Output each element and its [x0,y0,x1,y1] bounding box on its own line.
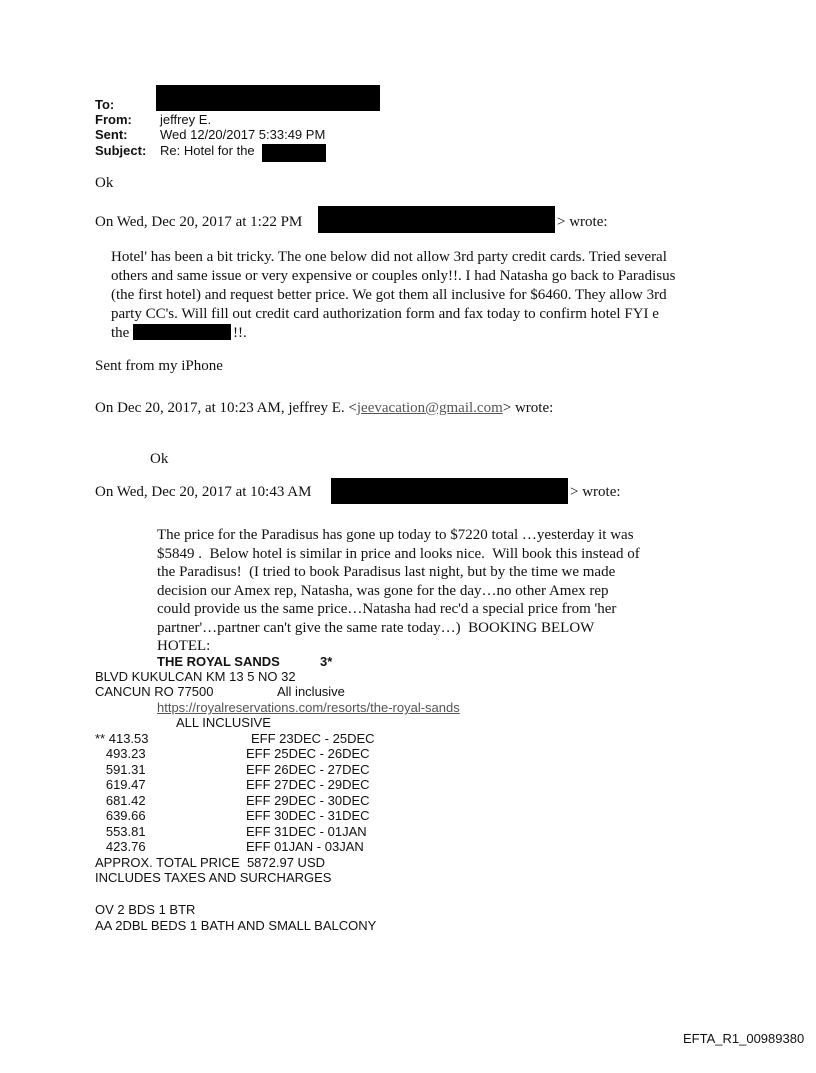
hotel-plan-caps: ALL INCLUSIVE [176,715,271,730]
redaction [156,85,380,111]
taxes-note: INCLUDES TAXES AND SURCHARGES [95,870,332,885]
quote2-body: Ok [150,451,169,467]
quote1-line: !!. [233,325,247,341]
quote2-intro [95,400,553,417]
rate-dates: EFF 29DEC - 30DEC [246,793,370,808]
quote1-line: Hotel' has been a bit tricky. The one below did not allow 3rd party credit cards. Tried several [111,249,667,265]
quote3-line: partner'…partner can't give the same rate today…) BOOKING BELOW [157,620,595,636]
rate-dates: EFF 27DEC - 29DEC [246,777,370,792]
rate-price: 493.23 [95,746,146,761]
rate-price: 423.76 [95,839,146,854]
quote3-line: HOTEL: [157,638,211,654]
quote3-line: $5849 . Below hotel is similar in price and looks nice. Will book this instead of [157,546,640,562]
room-description: AA 2DBL BEDS 1 BATH AND SMALL BALCONY [95,918,377,933]
to-label: To: [95,97,115,112]
rate-price: ** 413.53 [95,731,149,746]
rate-price: 591.31 [95,762,146,777]
total-price: APPROX. TOTAL PRICE 5872.97 USD [95,855,326,870]
rate-dates: EFF 31DEC - 01JAN [246,824,367,839]
hotel-plan: All inclusive [277,684,345,699]
rate-dates: EFF 01JAN - 03JAN [246,839,364,854]
hotel-name: THE ROYAL SANDS [157,654,280,669]
subject-value: Re: Hotel for the [160,143,255,158]
hotel-address1: BLVD KUKULCAN KM 13 5 NO 32 [95,669,296,684]
quote3-intro: On Wed, Dec 20, 2017 at 10:43 AM [95,484,312,500]
quote1-intro: On Wed, Dec 20, 2017 at 1:22 PM [95,214,303,230]
quote1-line: others and same issue or very expensive or couples only!!. I had Natasha go back to Paradisus [111,268,676,284]
hotel-url-link[interactable]: https://royalreservations.com/resorts/the-royal-sands [157,700,460,715]
rate-dates: EFF 30DEC - 31DEC [246,808,370,823]
room-code: OV 2 BDS 1 BTR [95,902,196,917]
quote1-line: party CC's. Will fill out credit card authorization form and fax today to confirm hotel FYI e [111,306,659,322]
rate-dates: EFF 25DEC - 26DEC [246,746,370,761]
reply-body: Ok [95,175,114,191]
hotel-stars: 3* [320,654,333,669]
redaction [262,144,326,162]
quote3-line: The price for the Paradisus has gone up today to $7220 total …yesterday it was [157,527,634,543]
quote2-intro-text: On Dec 20, 2017, at 10:23 AM, jeffrey E. < [95,400,357,416]
rate-price: 553.81 [95,824,146,839]
rate-dates: EFF 26DEC - 27DEC [246,762,370,777]
signature: Sent from my iPhone [95,358,223,374]
hotel-address2: CANCUN RO 77500 [95,684,214,699]
redaction [318,206,555,233]
quote1-line: the [111,325,130,341]
quote1-intro-end: > wrote: [557,214,608,230]
from-value: jeffrey E. [160,112,212,127]
quote3-line: the Paradisus! (I tried to book Paradisus last night, but by the time we made [157,564,616,580]
subject-label: Subject: [95,143,147,158]
rate-price: 639.66 [95,808,146,823]
sent-label: Sent: [95,127,128,142]
rate-dates: EFF 23DEC - 25DEC [251,731,375,746]
redaction [331,478,568,504]
rate-price: 619.47 [95,777,146,792]
quote3-intro-end: > wrote: [570,484,621,500]
quote3-line: could provide us the same price…Natasha had rec'd a special price from 'her [157,601,617,617]
rate-price: 681.42 [95,793,146,808]
redaction [133,324,231,340]
quote2-intro-end: > wrote: [502,400,554,416]
from-label: From: [95,112,132,127]
email-link[interactable]: jeevacation@gmail.com [356,400,503,416]
quote1-line: (the first hotel) and request better price. We got them all inclusive for $6460. They allow 3rd [111,287,667,303]
quote3-line: decision our Amex rep, Natasha, was gone for the day…no other Amex rep [157,583,609,599]
sent-value: Wed 12/20/2017 5:33:49 PM [160,127,326,142]
document-id: EFTA_R1_00989380 [683,1031,805,1046]
